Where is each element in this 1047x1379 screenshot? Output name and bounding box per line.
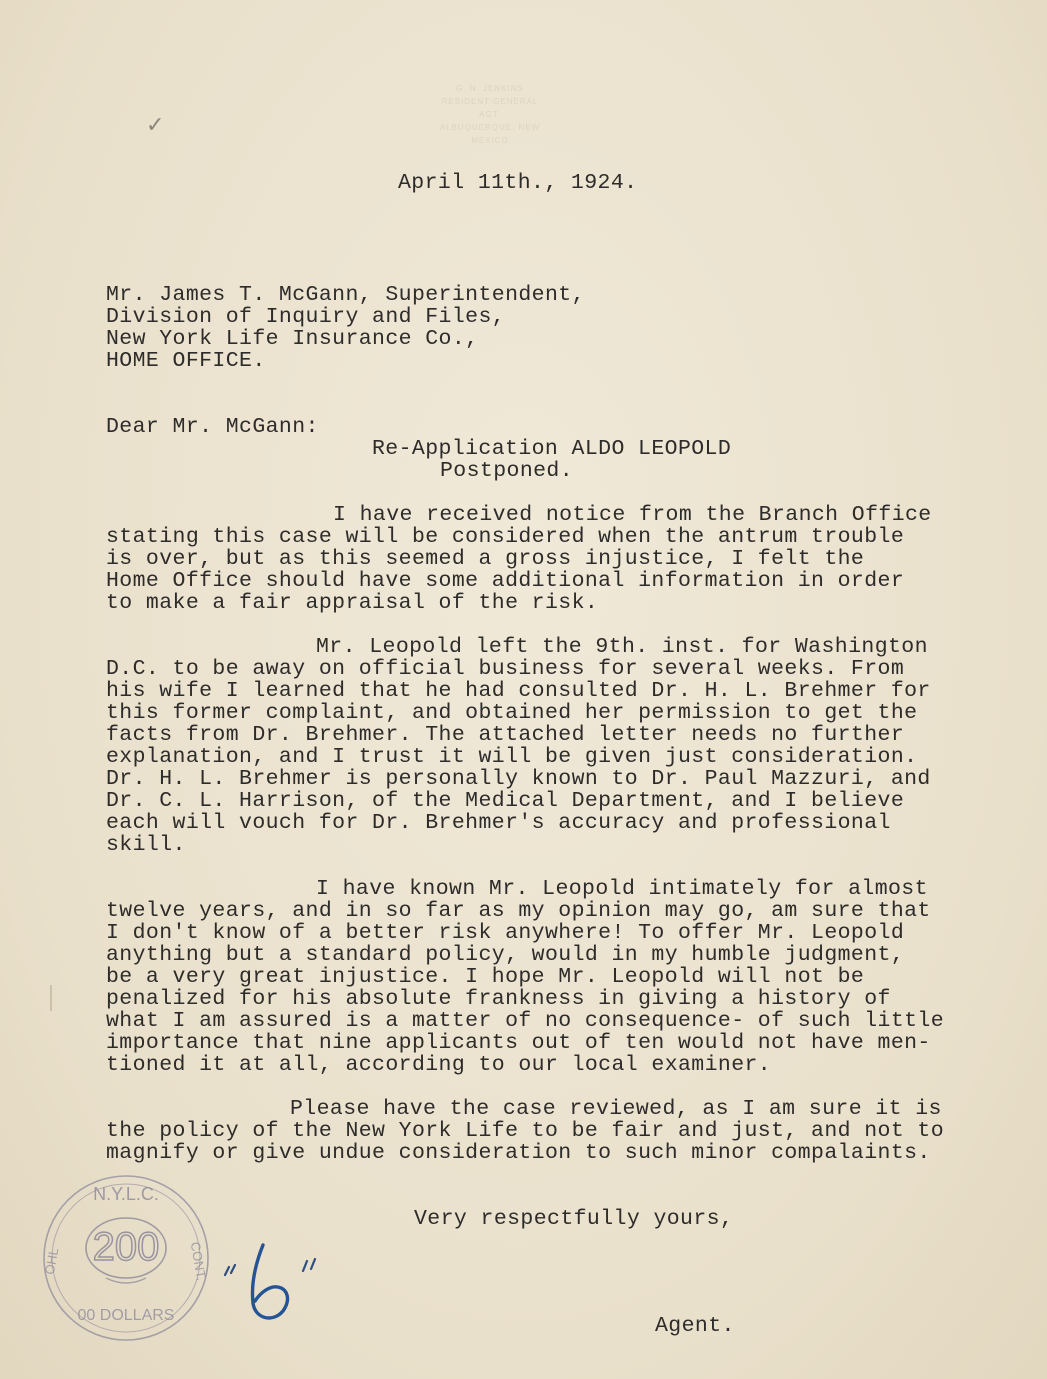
handwritten-six-mark: [215, 1235, 335, 1335]
corner-pencil-mark: ✓: [146, 112, 165, 137]
recipient-line: New York Life Insurance Co.,: [106, 327, 479, 351]
embossed-letterhead: [430, 82, 550, 147]
body-line: skill.: [106, 833, 186, 857]
stamp-top-text: N.Y.L.C.: [93, 1184, 159, 1204]
stamp-bottom-text: 00 DOLLARS: [77, 1307, 175, 1324]
stamp-value: 200: [92, 1225, 160, 1269]
body-line: what I am assured is a matter of no consequence- of such little: [106, 1009, 945, 1033]
salutation: Dear Mr. McGann:: [106, 415, 319, 439]
body-line: I have known Mr. Leopold intimately for almost: [316, 877, 928, 901]
letter-date: April 11th., 1924.: [398, 171, 638, 195]
body-line: I have received notice from the Branch Office: [333, 503, 932, 527]
body-line: anything but a standard policy, would in my humble judgment,: [106, 943, 905, 967]
stamp-right-text: CONT.: [187, 1240, 210, 1282]
body-line: penalized for his absolute frankness in giving a history of: [106, 987, 891, 1011]
body-line: Dr. H. L. Brehmer is personally known to Dr. Paul Mazzuri, and: [106, 767, 931, 791]
body-line: tioned it at all, according to our local examiner.: [106, 1053, 772, 1077]
body-line: Mr. Leopold left the 9th. inst. for Washington: [316, 635, 928, 659]
recipient-line: HOME OFFICE.: [106, 349, 266, 373]
body-line: to make a fair appraisal of the risk.: [106, 591, 599, 615]
blue-pencil-six: [215, 1235, 335, 1335]
circular-stamp: [38, 1170, 213, 1345]
recipient-line: Division of Inquiry and Files,: [106, 305, 506, 329]
body-line: Please have the case reviewed, as I am sure it is: [290, 1097, 942, 1121]
body-line: this former complaint, and obtained her permission to get the: [106, 701, 918, 725]
letterhead-line: ALBUQUERQUE, NEW MEXICO: [439, 123, 541, 145]
letterhead-line: G. N. JENKINS: [456, 84, 524, 93]
body-line: magnify or give undue consideration to such minor compalaints.: [106, 1141, 931, 1165]
body-line: explanation, and I trust it will be given just consideration.: [106, 745, 918, 769]
body-line: facts from Dr. Brehmer. The attached letter needs no further: [106, 723, 905, 747]
body-line: Home Office should have some additional information in order: [106, 569, 905, 593]
closing: Very respectfully yours,: [414, 1207, 734, 1231]
body-line: each will vouch for Dr. Brehmer's accuracy and professional: [106, 811, 891, 835]
margin-tick: [50, 985, 52, 1011]
stamp-left-text: OHL: [41, 1246, 62, 1276]
subject-line: Postponed.: [440, 459, 574, 483]
body-line: importance that nine applicants out of ten would not have men-: [106, 1031, 931, 1055]
body-line: Dr. C. L. Harrison, of the Medical Department, and I believe: [106, 789, 905, 813]
recipient-line: Mr. James T. McGann, Superintendent,: [106, 283, 585, 307]
body-line: is over, but as this seemed a gross injustice, I felt the: [106, 547, 865, 571]
signature-title: Agent.: [655, 1314, 735, 1338]
body-line: his wife I learned that he had consulted Dr. H. L. Brehmer for: [106, 679, 931, 703]
body-line: be a very great injustice. I hope Mr. Leopold will not be: [106, 965, 865, 989]
body-line: stating this case will be considered when the antrum trouble: [106, 525, 905, 549]
body-line: the policy of the New York Life to be fair and just, and not to: [106, 1119, 945, 1143]
body-line: D.C. to be away on official business for several weeks. From: [106, 657, 905, 681]
body-line: I don't know of a better risk anywhere! To offer Mr. Leopold: [106, 921, 905, 945]
letterhead-line: RESIDENT GENERAL AGT.: [441, 97, 539, 119]
subject-line: Re-Application ALDO LEOPOLD: [372, 437, 732, 461]
body-line: twelve years, and in so far as my opinion may go, am sure that: [106, 899, 931, 923]
